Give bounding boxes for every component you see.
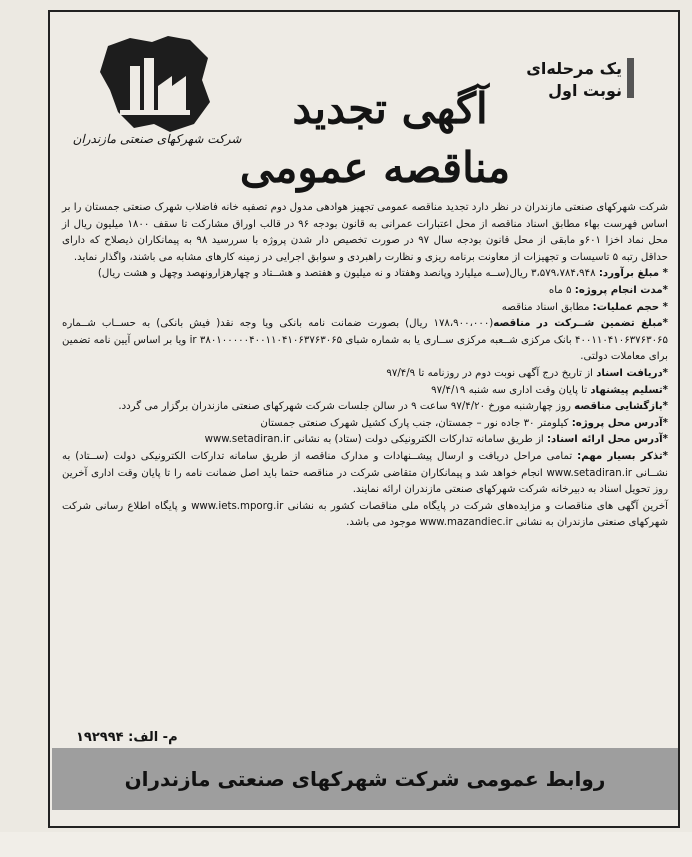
item-text: تا پایان وقت اداری سه شنبه ۹۷/۴/۱۹ (431, 384, 591, 396)
stage-label: یک مرحله‌ای (526, 59, 622, 78)
item-submission (62, 383, 668, 400)
item-text: (۱۷۸،۹۰۰،۰۰۰ ریال) بصورت ضمانت نامه بانکی ویا وجه نقد( فیش بانکی) به حســاب شــماره ۴۰۰۱۱۰۴۱۰۶۳۷۶۳۰۶۵ بانک مرکزی شــعبه مرکزی ســاری یا به شماره شبای ir ۳۸۰۱۰۰۰۰۰۴۰۰۱۱۰۴۱۰۶۳۷۶۳۰۶۵ ویا بر اساس آیین نامه تضمین برای معاملات دولتی. (62, 318, 668, 363)
page-margin (0, 832, 692, 857)
item-project-address (62, 416, 668, 433)
item-guarantee (62, 316, 668, 366)
item-text: روز چهارشنبه مورخ ۹۷/۴/۲۰ ساعت ۹ در سالن جلسات شرکت شهرکهای صنعتی مازندران برگزار می گردد. (118, 401, 575, 413)
footer-banner (52, 748, 678, 810)
item-text: از تاریخ درج آگهی نوبت دوم در روزنامه تا ۹۷/۴/۹ (386, 367, 597, 379)
advertisement-body (62, 200, 668, 532)
item-estimate (62, 266, 668, 283)
item-documents (62, 366, 668, 383)
logo-caption: شرکت شهرکهای صنعتی مازندران (72, 132, 242, 146)
item-label: * مبلغ برآورد: (598, 268, 668, 280)
footer-text: روابط عمومی شرکت شهرکهای صنعتی مازندران (124, 767, 606, 791)
intro-paragraph: شرکت شهرکهای صنعتی مازندران در نظر دارد تجدید مناقصه عمومی تجهیز هوادهی مدول دوم تصفیه خانه فاضلاب شهرک صنعتی جمستان را بر اساس فهرست بهاء مطابق اسناد مناقصه از محل اعتبارات عمرانی به قانون بودجه ۹۶ در قالب اوراق مشارکت تا سقف ۱۸۰۰ میلیون ریال از محل نماد اخزا ۶۰۱و مابقی از محل قانون بودجه سال ۹۷ در صورت تخصیص دار شدن پروژه با سررسید ۹۸ به پیمانکاران ذیصلاح که دارای حداقل رتبه ۵ تاسیسات و تجهیزات از معاونت برنامه ریزی و نظارت راهبردی و سوابق اجرایی در زمینه کارهای مشابه می باشند، واگذار نماید. (62, 202, 668, 263)
item-label: *تسلیم پیشنهاد (590, 384, 668, 396)
item-documents-address (62, 432, 668, 449)
closing-paragraph: آخرین آگهی های مناقصات و مزایده‌های شرکت در پایگاه ملی مناقصات کشور به نشانی www.iets.mporg.ir و پایگاه اطلاع رسانی شرکت شهرکهای صنعتی مازندران به نشانی www.mazandiec.ir موجود می باشد. (62, 500, 668, 529)
item-label: *مدت انجام پروژه: (574, 284, 668, 296)
item-duration (62, 283, 668, 300)
reference-number: م- الف: ۱۹۲۹۹۴ (76, 730, 178, 745)
item-text: از طریق سامانه تدارکات الکترونیکی دولت (ستاد) به نشانی www.setadiran.ir (204, 434, 547, 446)
item-text: مطابق اسناد مناقصه (501, 301, 593, 313)
item-text: ۳،۵۷۹،۷۸۴،۹۴۸ ریال(ســه میلیارد وپانصد وهفتاد و نه میلیون و هفتصد و هشــتاد و چهارهزارونهصد وچهل و هشت ریال) (97, 268, 599, 280)
round-label: نوبت اول (548, 81, 622, 100)
item-label: *آدرس محل ارائه اسناد: (546, 434, 668, 446)
item-label: *دریافت اسناد (596, 367, 668, 379)
title-line-1: آگهی تجدید (292, 84, 488, 133)
item-label: *بازگشایی مناقصه (574, 401, 668, 413)
item-text: ۵ ماه (548, 284, 575, 296)
title-line-2: مناقصه عمومی (239, 143, 511, 192)
item-label: *آدرس محل پروژه: (571, 417, 668, 429)
item-text: تمامی مراحل دریافت و ارسال پیشــنهادات و مدارک مناقصه از طریق سامانه تدارکات الکترونیکی دولت (ســتاد) به نشــانی www.setadiran.ir انجام خواهد شد و پیمانکاران متقاضی شرکت در مناقصه حتما باید اصل ضمانت نامه را تا پایان وقت اداری آخرین روز تحویل اسناد به دبیرخانه شرکت شهرکهای صنعتی مازندران ارائه نمایند. (62, 450, 669, 496)
item-text: کیلومتر ۳۰ جاده نور – جمستان، جنب پارک کشیل شهرک صنعتی جمستان (260, 417, 572, 429)
item-label: *مبلغ تضمین شــرکت در مناقصه (493, 318, 668, 330)
header-accent-bar (627, 58, 634, 98)
item-volume (62, 300, 668, 317)
item-label: *تذکر بسیار مهم: (577, 450, 668, 462)
item-label: * حجم عملیات: (592, 301, 668, 313)
item-opening (62, 399, 668, 416)
item-important-note (62, 449, 668, 499)
